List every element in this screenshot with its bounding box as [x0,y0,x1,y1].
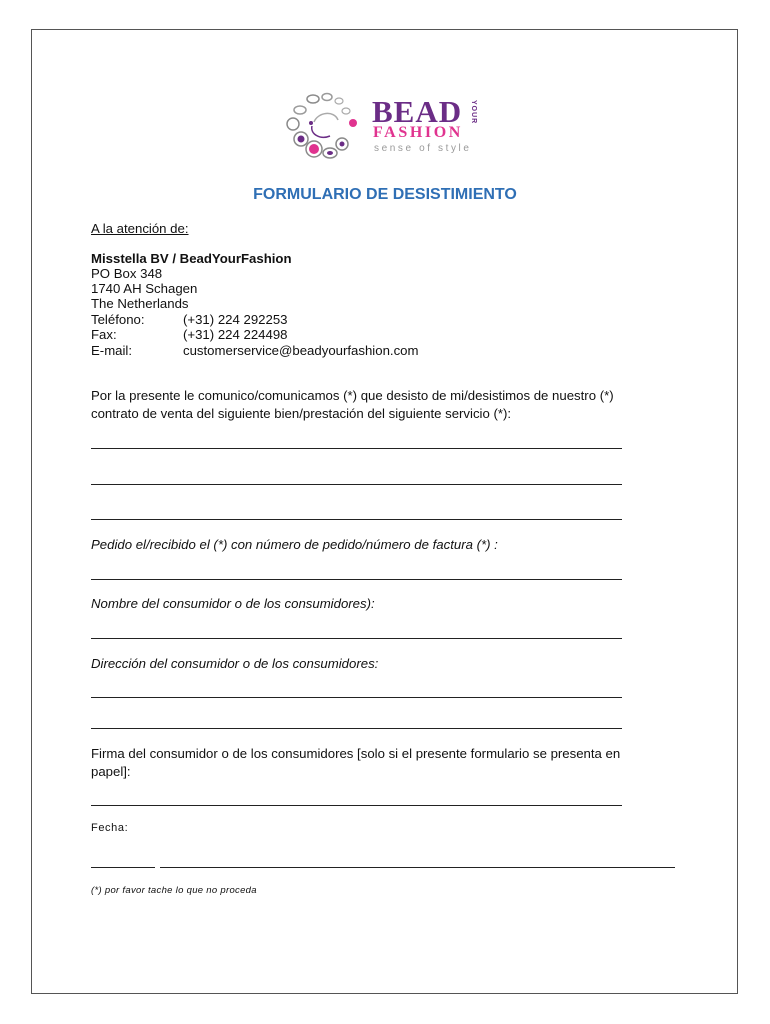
page-frame [31,29,738,994]
email-label: E-mail: [91,343,133,358]
date-label: Fecha: [91,822,129,834]
signature-label: papel]: [91,764,131,779]
address-line-1 [91,697,622,698]
email-value: customerservice@beadyourfashion.com [183,343,419,358]
name-label: Nombre del consumidor o de los consumidores): [91,596,375,611]
footnote: (*) por favor tache lo que no proceda [91,885,257,896]
attention-label: A la atención de: [91,221,189,236]
phone-label: Teléfono: [91,312,145,327]
address-label: Dirección del consumidor o de los consumidores: [91,656,379,671]
date-line-long [160,867,675,868]
fax-label: Fax: [91,327,117,342]
logo-bead-text: BEAD [372,94,463,129]
logo-your-text: YOUR [470,100,477,125]
signature-label: Firma del consumidor o de los consumidores [solo si el presente formulario se presenta en [91,746,621,761]
logo-tagline: sense of style [374,143,472,154]
date-line-short [91,867,155,868]
item-line [91,519,622,520]
company-name: Misstella BV / BeadYourFashion [91,251,292,266]
phone-value: (+31) 224 292253 [183,312,288,327]
order-line [91,579,622,580]
name-line [91,638,622,639]
signature-line [91,805,622,806]
address-line: PO Box 348 [91,266,163,281]
item-line [91,484,622,485]
statement-text: contrato de venta del siguiente bien/prestación del siguiente servicio (*): [91,406,512,421]
fax-value: (+31) 224 224498 [183,327,288,342]
item-line [91,448,622,449]
address-line: The Netherlands [91,296,189,311]
address-line: 1740 AH Schagen [91,281,198,296]
address-line-2 [91,728,622,729]
statement-text: Por la presente le comunico/comunicamos (*) que desisto de mi/desistimos de nuestro (*) [91,388,614,403]
logo-fashion-text: FASHION [373,124,463,141]
page-title: FORMULARIO DE DESISTIMIENTO [253,186,517,203]
order-label: Pedido el/recibido el (*) con número de pedido/número de factura (*) : [91,537,498,552]
